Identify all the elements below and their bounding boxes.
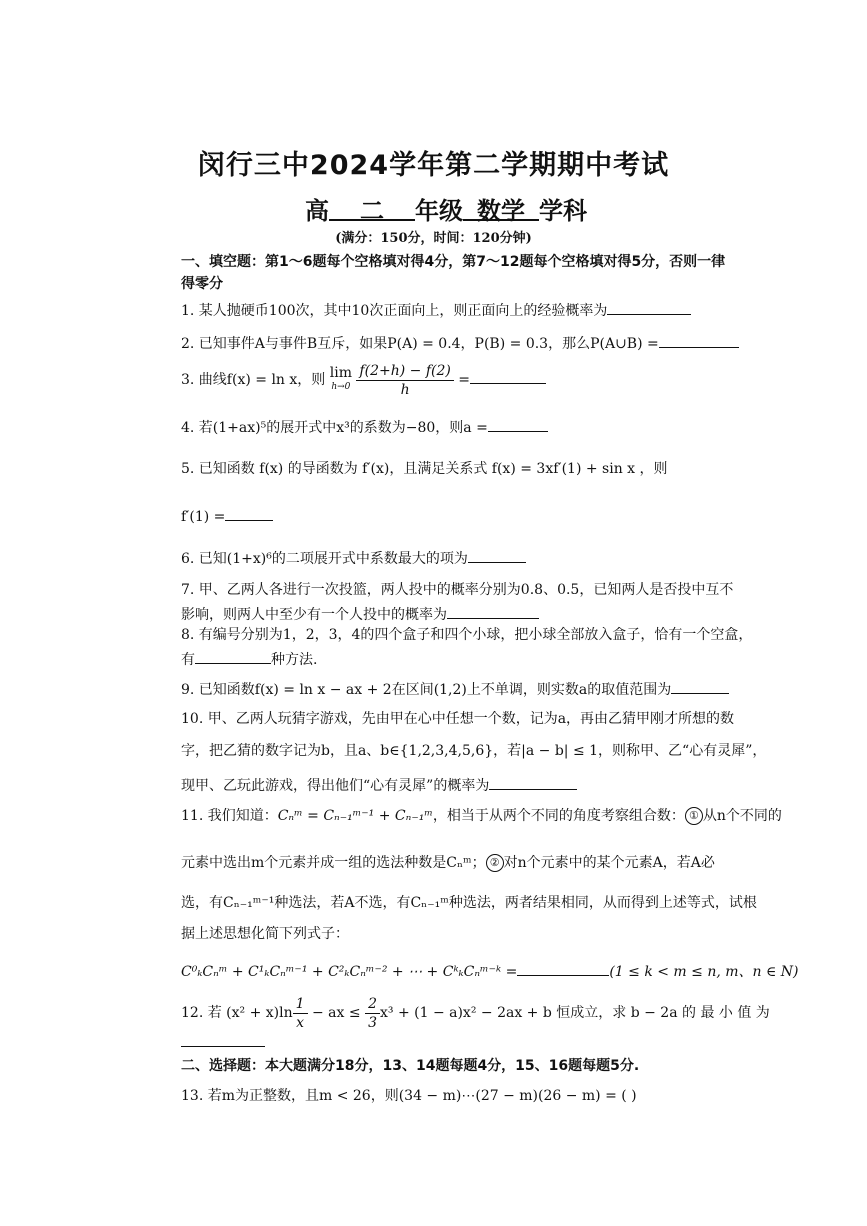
fraction-denominator: h (400, 381, 410, 398)
question-11-cont (181, 853, 715, 873)
question-3 (181, 360, 546, 400)
answer-blank (488, 415, 548, 432)
exam-title: 闵行三中2024学年第二学期期中考试 (197, 150, 670, 181)
fraction-numerator: 2 (365, 995, 380, 1014)
question-11-text: 元素中选出m个元素并成一组的选法种数是Cₙᵐ； (181, 855, 486, 871)
answer-blank (470, 367, 546, 384)
section1-heading-cont: 得零分 (181, 276, 223, 292)
answer-blank (195, 647, 271, 664)
question-11 (181, 806, 782, 826)
fraction-denominator: 3 (368, 1014, 377, 1031)
question-10-text: 现甲、乙玩此游戏，得出他们“心有灵犀”的概率为 (181, 778, 490, 794)
answer-blank (181, 1030, 265, 1047)
grade-blank: 二 (329, 191, 415, 221)
question-12-text-mid: − ax ≤ (307, 1005, 366, 1021)
question-11-text: ，相当于从两个不同的角度考察组合数： (432, 808, 685, 824)
question-11-text-cont: 对n个元素中的某个元素A，若A必 (503, 855, 715, 871)
exam-subtitle (305, 191, 587, 226)
question-8-text-b: 种方法. (271, 652, 318, 668)
question-12-blank-line (181, 1030, 265, 1053)
question-11-cont2: 选，有Cₙ₋₁ᵐ⁻¹种选法，若A不选，有Cₙ₋₁ᵐ种选法，两者结果相同，从而得到上述等式，试根 (181, 895, 757, 911)
question-6 (181, 546, 526, 569)
combination-identity: Cₙᵐ = Cₙ₋₁ᵐ⁻¹ + Cₙ₋₁ᵐ (277, 808, 433, 824)
question-6-text: 6. 已知(1+x)⁶的二项展开式中系数最大的项为 (181, 551, 468, 567)
limit-operator (330, 366, 352, 394)
question-9 (181, 677, 729, 700)
question-12-fraction-1 (293, 995, 308, 1032)
question-8: 8. 有编号分别为1，2，3，4的四个盒子和四个小球，把小球全部放入盒子，恰有一个空盒， (181, 627, 753, 643)
question-11-text-cont: 从n个不同的 (702, 808, 782, 824)
equals-sign: = (458, 372, 471, 388)
subject-label: 学科 (539, 197, 587, 225)
question-12-text: 12. 若 (x² + x)ln (181, 1005, 293, 1021)
question-12 (181, 993, 770, 1033)
answer-blank (225, 504, 273, 521)
answer-blank (659, 331, 739, 348)
question-2-text: 2. 已知事件A与事件B互斥，如果P(A) = 0.4，P(B) = 0.3，那么P(A∪B) = (181, 336, 659, 352)
fraction-numerator: f(2+h) − f(2) (356, 362, 453, 381)
question-11-formula (181, 959, 799, 982)
question-10-cont2 (181, 773, 577, 796)
question-10-cont: 字，把乙猜的数字记为b，且a、b∈{1,2,3,4,5,6}，若|a − b| ≤ 1，则称甲、乙“心有灵犀”， (181, 743, 767, 759)
question-12-text-post: x³ + (1 − a)x² − 2ax + b 恒成立，求 b − 2a 的 最 小 值 为 (379, 1005, 770, 1021)
question-4-text: 4. 若(1+ax)⁵的展开式中x³的系数为−80，则a = (181, 420, 488, 436)
circled-one: ① (685, 807, 703, 825)
question-2 (181, 331, 739, 354)
limit-label: lim (329, 365, 352, 381)
limit-subscript: h→0 (331, 382, 351, 392)
question-13: 13. 若m为正整数，且m < 26，则(34 − m)⋯(27 − m)(26 − m) = ( ) (181, 1088, 637, 1104)
question-3-text: 3. 曲线f(x) = ln x，则 (181, 372, 326, 388)
question-9-text: 9. 已知函数f(x) = ln x − ax + 2在区间(1,2)上不单调，则实数a的取值范围为 (181, 682, 672, 698)
question-11-condition: (1 ≤ k < m ≤ n, m、n ∈ N) (609, 964, 799, 980)
question-3-fraction (356, 362, 453, 399)
answer-blank (489, 773, 577, 790)
fraction-denominator: x (296, 1014, 305, 1031)
question-1-text: 1. 某人抛硬币100次，其中10次正面向上，则正面向上的经验概率为 (181, 303, 608, 319)
question-7: 7. 甲、乙两人各进行一次投篮，两人投中的概率分别为0.8、0.5，已知两人是否投中互不 (181, 582, 734, 598)
question-1 (181, 298, 691, 321)
question-5-cont (181, 504, 273, 527)
answer-blank (671, 677, 729, 694)
circled-two: ② (486, 854, 504, 872)
section2-heading: 二、选择题：本大题满分18分，13、14题每题4分，15、16题每题5分. (181, 1058, 640, 1074)
subject-blank: 数学 (463, 191, 539, 221)
grade-label: 年级 (415, 197, 463, 225)
question-5-text: f′(1) = (181, 509, 226, 525)
section1-heading: 一、填空题：第1～6题每个空格填对得4分，第7～12题每个空格填对得5分，否则一律 (181, 254, 726, 270)
subtitle-prefix: 高 (305, 197, 329, 225)
question-11-cont3: 据上述思想化简下列式子： (181, 926, 349, 942)
answer-blank (607, 298, 691, 315)
question-5: 5. 已知函数 f(x) 的导函数为 f′(x)，且满足关系式 f(x) = 3xf′(1) + sin x ，则 (181, 461, 668, 477)
question-8-cont (181, 647, 317, 670)
question-11-lead: 11. 我们知道： (181, 808, 278, 824)
question-8-text-a: 有 (181, 652, 195, 668)
answer-blank (447, 602, 539, 619)
question-12-fraction-2 (365, 995, 380, 1032)
question-4 (181, 415, 548, 438)
question-10: 10. 甲、乙两人玩猜字游戏，先由甲在心中任想一个数，记为a，再由乙猜甲刚才所想的数 (181, 711, 735, 727)
question-7-cont (181, 602, 539, 625)
combination-sum: C⁰ₖCₙᵐ + C¹ₖCₙᵐ⁻¹ + C²ₖCₙᵐ⁻² + ⋯ + CᵏₖCₙᵐ⁻ᵏ = (181, 964, 518, 980)
answer-blank (468, 546, 526, 563)
exam-info: (满分：150分，时间：120分钟) (335, 231, 532, 246)
answer-blank (517, 959, 609, 976)
fraction-numerator: 1 (293, 995, 308, 1014)
question-7-text: 影响，则两人中至少有一个人投中的概率为 (181, 607, 447, 623)
